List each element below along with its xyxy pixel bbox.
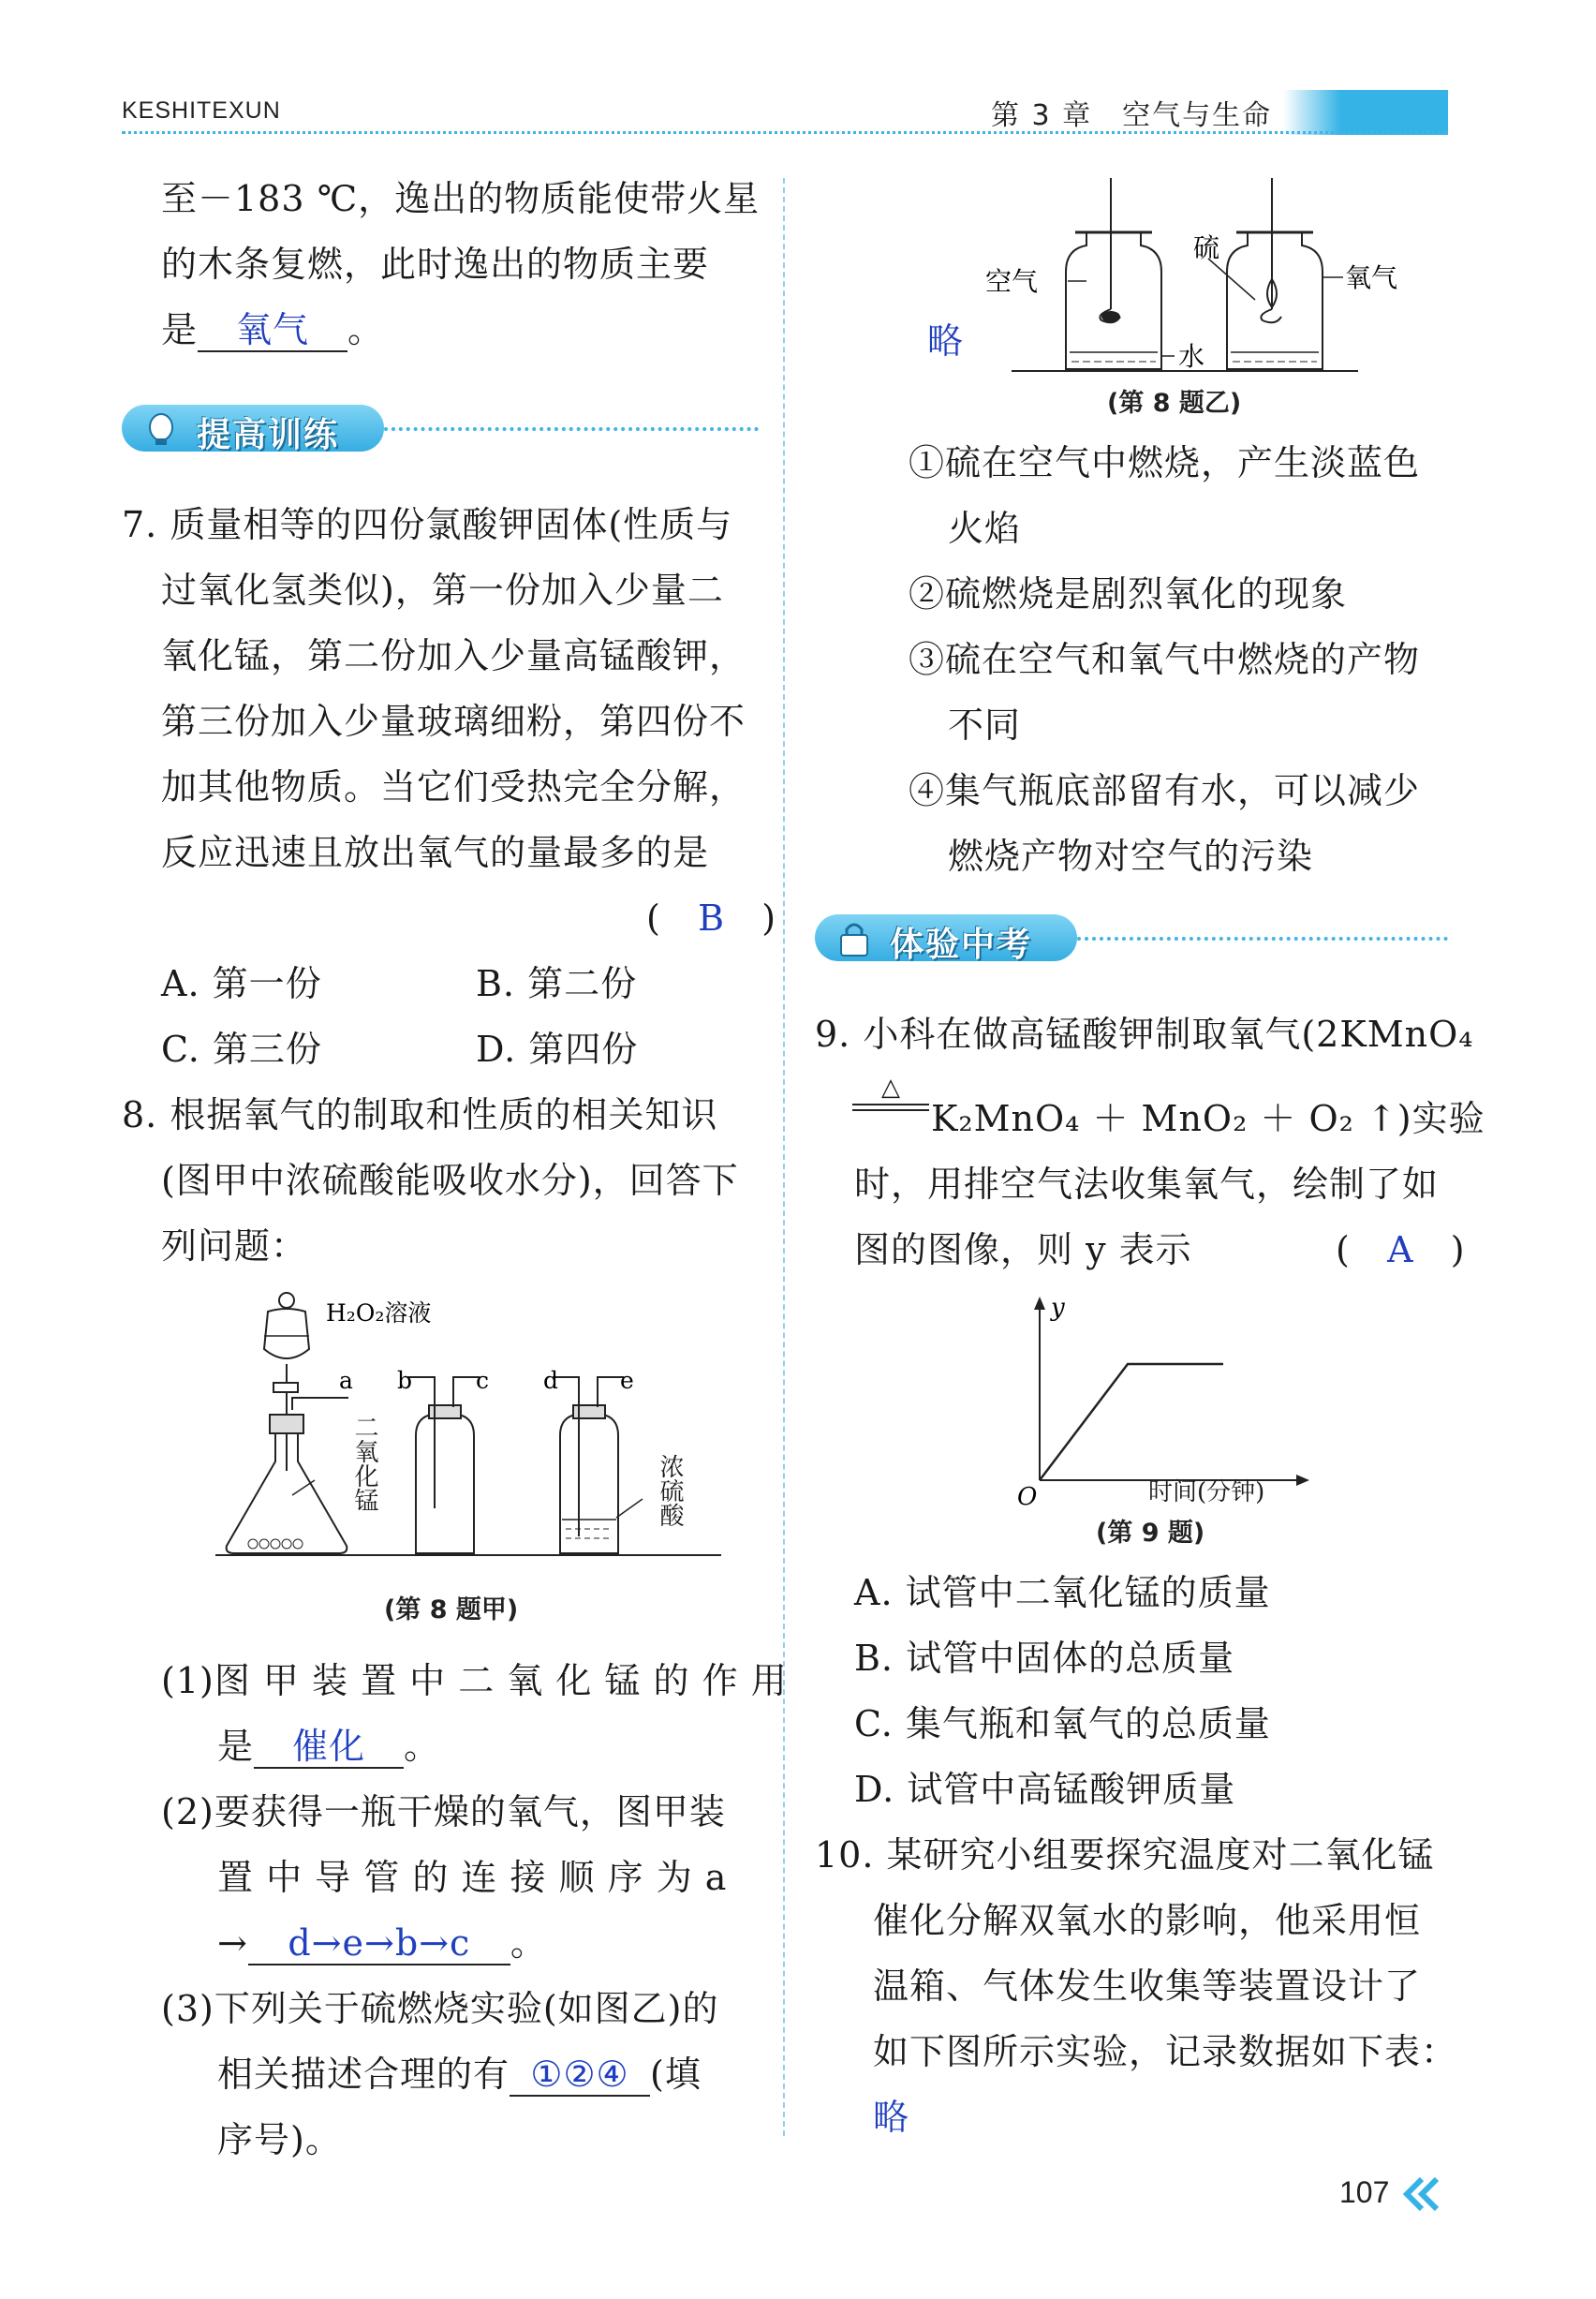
q7-line-5: 加其他物质。当它们受热完全分解，: [161, 766, 746, 808]
q10-omitted-note: 略: [873, 2097, 910, 2138]
q9-line-2: K₂MnO₄ ＋ MnO₂ ＋ O₂ ↑)实验: [931, 1098, 1485, 1139]
statement-3a: ③硫在空气和氧气中燃烧的产物: [909, 639, 1421, 680]
q8-p3-answer: ①②④: [510, 2054, 650, 2097]
header-divider: [122, 131, 1448, 134]
column-divider: [783, 178, 785, 2136]
q7-option-d: D. 第四份: [476, 1029, 639, 1070]
q8-p3-line1: (3)下列关于硫燃烧实验(如图乙)的: [161, 1988, 719, 2029]
q6-prefix: 是: [161, 309, 199, 350]
q8-p2-line3: [217, 1911, 547, 1975]
header-accent-bar: [1283, 90, 1448, 135]
figure-8b-sulfur-burning: [974, 178, 1398, 384]
statement-2: ②硫燃烧是剧烈氧化的现象: [909, 573, 1348, 615]
q7-option-b: B. 第二份: [476, 963, 638, 1004]
fig8a-label-a: a: [339, 1367, 353, 1394]
q9-delta: △: [881, 1074, 900, 1102]
fig8a-label-b: b: [397, 1367, 413, 1394]
q9-paren-open: (: [1336, 1229, 1351, 1270]
q7-option-c: C. 第三份: [161, 1029, 322, 1070]
q9-option-b: B. 试管中固体的总质量: [854, 1638, 1235, 1679]
q6-tail-line2: 的木条复燃，此时逸出的物质主要: [161, 244, 710, 285]
figure-8a-apparatus: [206, 1274, 731, 1574]
statement-4a: ④集气瓶底部留有水，可以减少: [909, 770, 1421, 811]
q7-line-2: 过氧化氢类似)，第一份加入少量二: [161, 570, 724, 611]
fig8b-label-oxygen: 氧气: [1345, 262, 1398, 293]
q8-p3-line3: 序号)。: [217, 2119, 342, 2160]
q9-line-4: 图的图像，则 y 表示: [854, 1229, 1192, 1270]
q9-answer-bracket: [1336, 1218, 1466, 1282]
fig8b-label-water: 水: [1178, 341, 1205, 372]
q8-p3-line2: [217, 2042, 702, 2106]
statement-3b: 不同: [948, 705, 1022, 746]
fig8a-label-d: d: [543, 1367, 559, 1394]
lock-icon: [834, 918, 877, 959]
q9-reaction-condition: [852, 1075, 929, 1111]
q8-p1-line2: [217, 1714, 440, 1778]
statement-4b: 燃烧产物对空气的污染: [948, 836, 1314, 877]
q9-option-a: A. 试管中二氧化锰的质量: [854, 1572, 1271, 1613]
q9-eq-line-top: [852, 1104, 929, 1105]
q10-line-3: 温箱、气体发生收集等装置设计了: [873, 1965, 1422, 2007]
q7-paren-open: (: [646, 897, 661, 939]
fig8a-caption: (第 8 题甲): [384, 1595, 519, 1624]
q9-eq-line-bottom: [852, 1109, 929, 1111]
q9-graph-x-label: 时间(分钟): [1148, 1478, 1265, 1506]
q9-option-c: C. 集气瓶和氧气的总质量: [854, 1703, 1271, 1744]
q8-p2-line1: (2)要获得一瓶干燥的氧气，图甲装: [161, 1791, 726, 1832]
q6-tail-line3: [161, 298, 384, 362]
page-number: 107: [1339, 2175, 1390, 2209]
banner-dotted-tail: [384, 427, 759, 431]
fig8a-label-mno2: 二氧化锰: [350, 1415, 378, 1512]
fig8b-label-air: 空气: [985, 266, 1039, 297]
fig8a-label-c: c: [476, 1367, 490, 1394]
q6-tail-line1: 至－183 ℃，逸出的物质能使带火星: [161, 178, 761, 219]
fig8b-omitted-note: 略: [927, 320, 965, 362]
q7-line-4: 第三份加入少量玻璃细粉，第四份不: [161, 701, 746, 742]
q9-line-3: 时，用排空气法收集氧气，绘制了如: [854, 1164, 1440, 1205]
banner-label: 体验中考: [890, 926, 1033, 964]
q8-line-2: (图甲中浓硫酸能吸收水分)，回答下: [161, 1160, 739, 1201]
q7-line-6: 反应迅速且放出氧气的量最多的是: [161, 832, 710, 873]
q8-line-3: 列问题：: [161, 1225, 308, 1267]
q8-p1-prefix: 是: [217, 1726, 255, 1767]
fig8a-label-e: e: [620, 1367, 634, 1394]
section-banner-exam: [815, 914, 1448, 963]
q9-answer: A: [1387, 1229, 1414, 1270]
q8-p2-line2: 置 中 导 管 的 连 接 顺 序 为 a: [217, 1857, 728, 1898]
q9-graph-y-label: y: [1051, 1294, 1065, 1322]
publisher-label: KESHITEXUN: [122, 97, 281, 124]
q10-line-4: 如下图所示实验，记录数据如下表：: [873, 2031, 1458, 2072]
q10-line-2: 催化分解双氧水的影响，他采用恒: [873, 1900, 1422, 1941]
q9-caption: (第 9 题): [1096, 1519, 1205, 1548]
q7-line-1: 7. 质量相等的四份氯酸钾固体(性质与: [122, 504, 733, 545]
fig8b-label-sulfur: 硫: [1193, 232, 1220, 263]
q6-answer: 氧气: [198, 309, 347, 352]
section-banner-practice: [122, 405, 759, 453]
q8-p1-line1: (1)图 甲 装 置 中 二 氧 化 锰 的 作 用: [161, 1660, 788, 1701]
q6-suffix: 。: [347, 309, 385, 350]
q9-line-1: 9. 小科在做高锰酸钾制取氧气(2KMnO₄: [815, 1014, 1474, 1055]
double-chevron-left-icon: [1401, 2175, 1442, 2213]
q7-paren-close: ): [761, 897, 777, 939]
q8-line-1: 8. 根据氧气的制取和性质的相关知识: [122, 1094, 718, 1135]
q8-p3-suffix: (填: [650, 2054, 702, 2095]
q7-answer-bracket: [646, 886, 776, 950]
fig8b-caption: (第 8 题乙): [1107, 389, 1242, 418]
fig8a-label-h2o2: H₂O₂溶液: [326, 1299, 432, 1327]
q8-p2-suffix: 。: [510, 1922, 547, 1964]
lightbulb-icon: [142, 410, 184, 448]
q8-p3-prefix: 相关描述合理的有: [217, 2054, 510, 2095]
statement-1b: 火焰: [948, 508, 1022, 549]
q7-answer: B: [698, 897, 726, 939]
banner-dotted-tail: [1077, 937, 1448, 941]
q10-line-1: 10. 某研究小组要探究温度对二氧化锰: [815, 1834, 1435, 1876]
q7-line-3: 氧化锰，第二份加入少量高锰酸钾，: [161, 635, 746, 676]
q8-p1-suffix: 。: [404, 1726, 441, 1767]
fig8a-label-acid: 浓硫酸: [656, 1454, 684, 1527]
statement-1a: ①硫在空气中燃烧，产生淡蓝色: [909, 442, 1421, 483]
q9-option-d: D. 试管中高锰酸钾质量: [854, 1769, 1236, 1810]
q7-option-a: A. 第一份: [161, 963, 322, 1004]
banner-label: 提高训练: [197, 416, 340, 454]
q8-p2-arrow: →: [217, 1922, 248, 1964]
q8-p1-answer: 催化: [254, 1726, 404, 1769]
q9-paren-close: ): [1450, 1229, 1466, 1270]
q8-p2-answer: d→e→b→c: [248, 1922, 510, 1965]
chapter-title: 第 3 章 空气与生命: [991, 99, 1273, 132]
q9-graph-origin: O: [1017, 1483, 1038, 1511]
